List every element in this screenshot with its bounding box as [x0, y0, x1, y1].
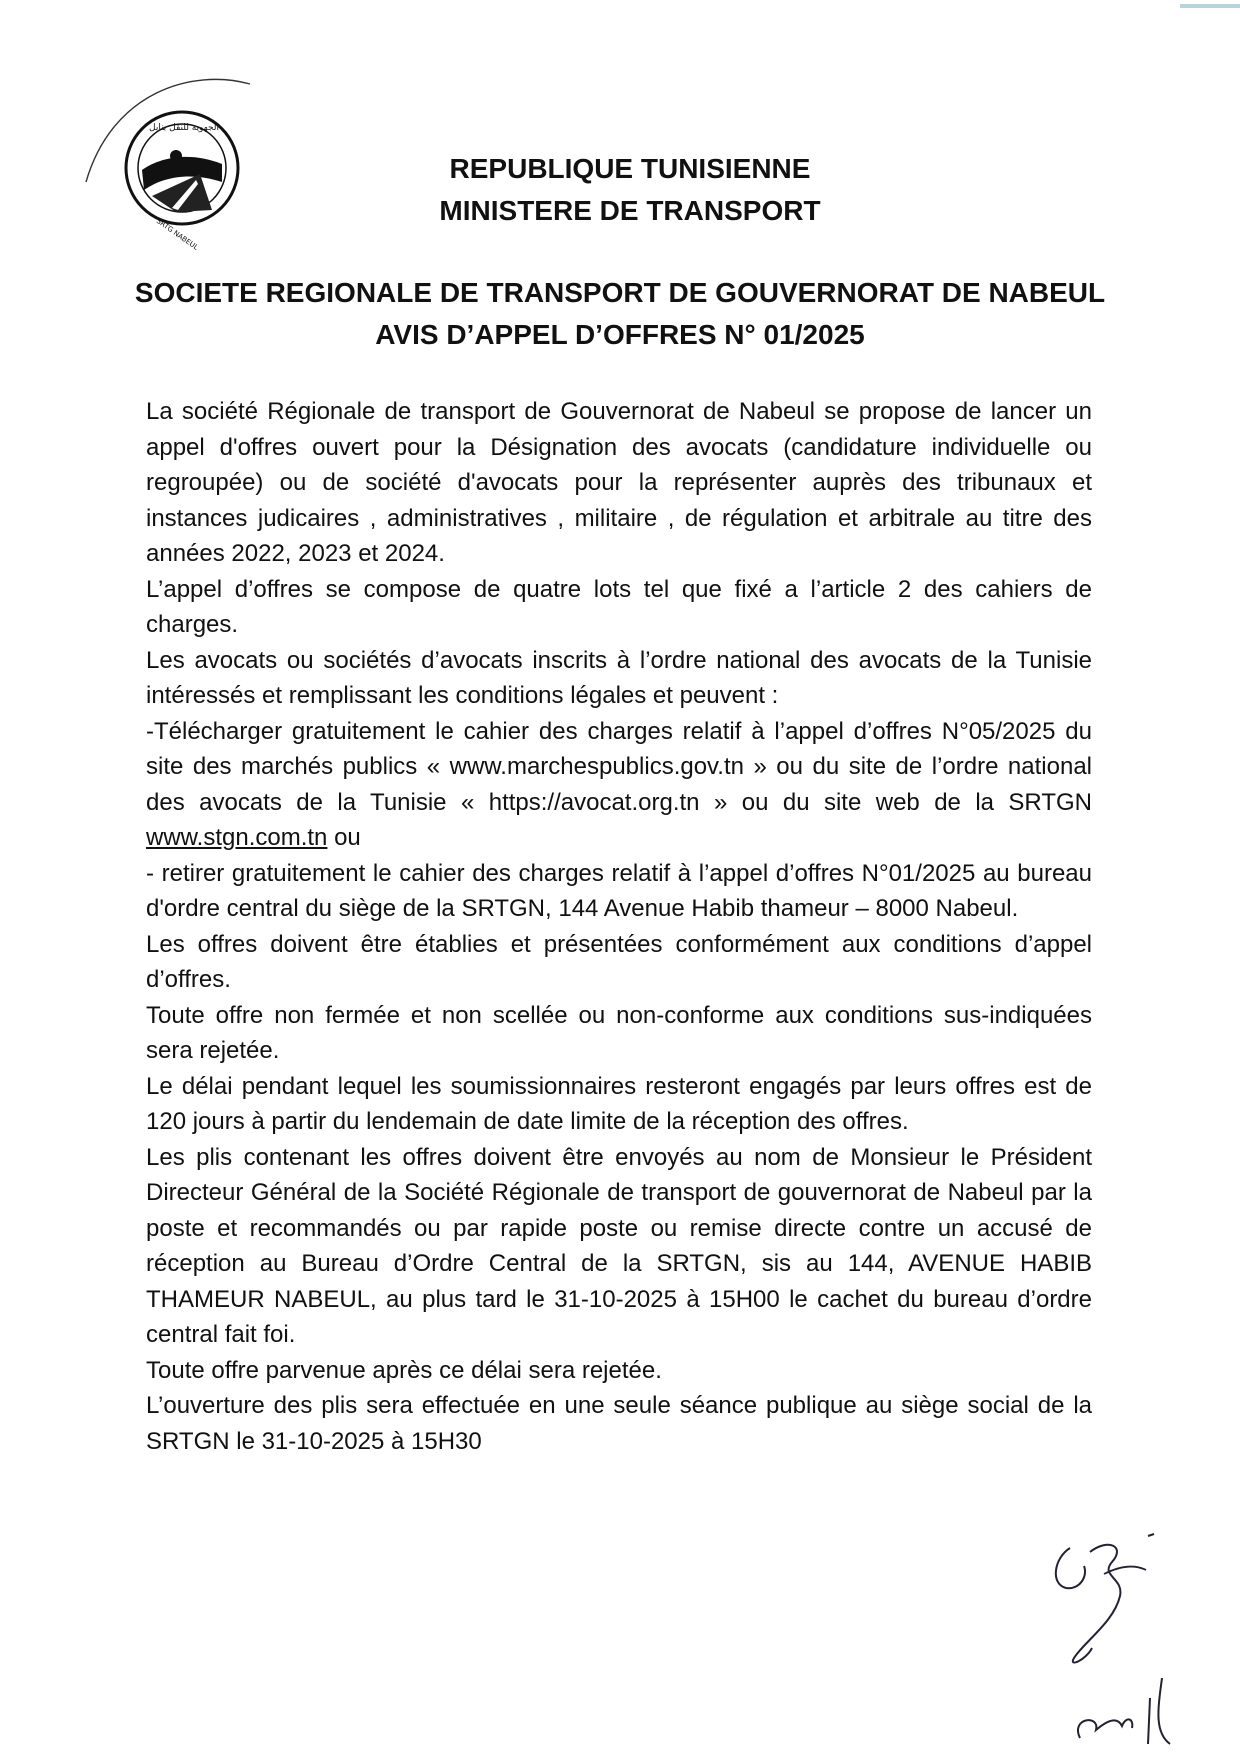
paragraph-submission: Les plis contenant les offres doivent être envoyés au nom de Monsieur le Président Directeur Général de la Société Régionale de transport de gouvernorat de Nabeul par la poste et recommandés ou par rapide poste ou remise directe contre un accusé de réception au Bureau d’Ordre Central de la SRTGN, sis au 144, AVENUE HABIB THAMEUR NABEUL, au plus tard le 31-10-2025 à 15H00 le cachet du bureau d’ordre central fait foi.: [146, 1143, 1092, 1348]
paragraph-late-rejection: Toute offre parvenue après ce délai sera rejetée.: [146, 1356, 662, 1384]
paragraph-download: [146, 714, 1092, 856]
header-ministry: MINISTERE DE TRANSPORT: [439, 195, 821, 226]
company-logo: [72, 72, 272, 252]
srtgn-website-link[interactable]: www.stgn.com.tn: [146, 824, 328, 851]
download-text-end: ou: [327, 824, 361, 851]
header-republic: REPUBLIQUE TUNISIENNE: [449, 153, 811, 184]
paragraph-opening-session: L’ouverture des plis sera effectuée en une seule séance publique au siège social de la SRTGN le 31-10-2025 à 15H30: [146, 1392, 1092, 1455]
notice-body: [146, 394, 1092, 1459]
paragraph-offer-format: Les offres doivent être établies et présentées conformément aux conditions d’appel d’offres.: [146, 930, 1092, 993]
bus-road-logo-icon: [72, 72, 272, 252]
handwritten-signature-icon: [1030, 1518, 1200, 1748]
notice-title: [120, 272, 1120, 356]
state-header: [400, 148, 860, 232]
logo-latin-text: SRTG NABEUL: [154, 217, 200, 252]
paragraph-eligibility: Les avocats ou sociétés d’avocats inscrits à l’ordre national des avocats de la Tunisie intéressés et remplissant les conditions légales et peuvent :: [146, 646, 1092, 709]
logo-arabic-text: الجهوية للنقل بنابل: [149, 123, 219, 133]
paragraph-intro: La société Régionale de transport de Gouvernorat de Nabeul se propose de lancer un appel d'offres ouvert pour la Désignation des avocats (candidature individuelle ou regroupée) ou de société d'avocats pour la représenter auprès des tribunaux et instances judicaires , administratives , militaire , de régulation et arbitrale au titre des années 2022, 2023 et 2024.: [146, 398, 1092, 567]
company-name: SOCIETE REGIONALE DE TRANSPORT DE GOUVERNORAT DE NABEUL: [134, 277, 1106, 308]
paragraph-lots: L’appel d’offres se compose de quatre lots tel que fixé a l’article 2 des cahiers de charges.: [146, 575, 1092, 638]
notice-number: AVIS D’APPEL D’OFFRES N° 01/2025: [375, 319, 865, 350]
download-text: -Télécharger gratuitement le cahier des charges relatif à l’appel d’offres N°05/2025 du site des marchés publics « www.marchespublics.gov.tn » ou du site de l’ordre national des avocats de la Tunisie « https://avocat.org.tn » ou du site web de la SRTGN: [146, 717, 1092, 816]
paragraph-withdraw: - retirer gratuitement le cahier des charges relatif à l’appel d’offres N°01/2025 au bureau d'ordre central du siège de la SRTGN, 144 Avenue Habib thameur – 8000 Nabeul.: [146, 859, 1092, 922]
scan-edge-mark: [1180, 0, 1240, 14]
signature-area: [1030, 1518, 1200, 1748]
paragraph-rejection-conditions: Toute offre non fermée et non scellée ou non-conforme aux conditions sus-indiquées sera rejetée.: [146, 1001, 1092, 1064]
paragraph-validity-period: Le délai pendant lequel les soumissionnaires resteront engagés par leurs offres est de 120 jours à partir du lendemain de date limite de la réception des offres.: [146, 1072, 1092, 1135]
